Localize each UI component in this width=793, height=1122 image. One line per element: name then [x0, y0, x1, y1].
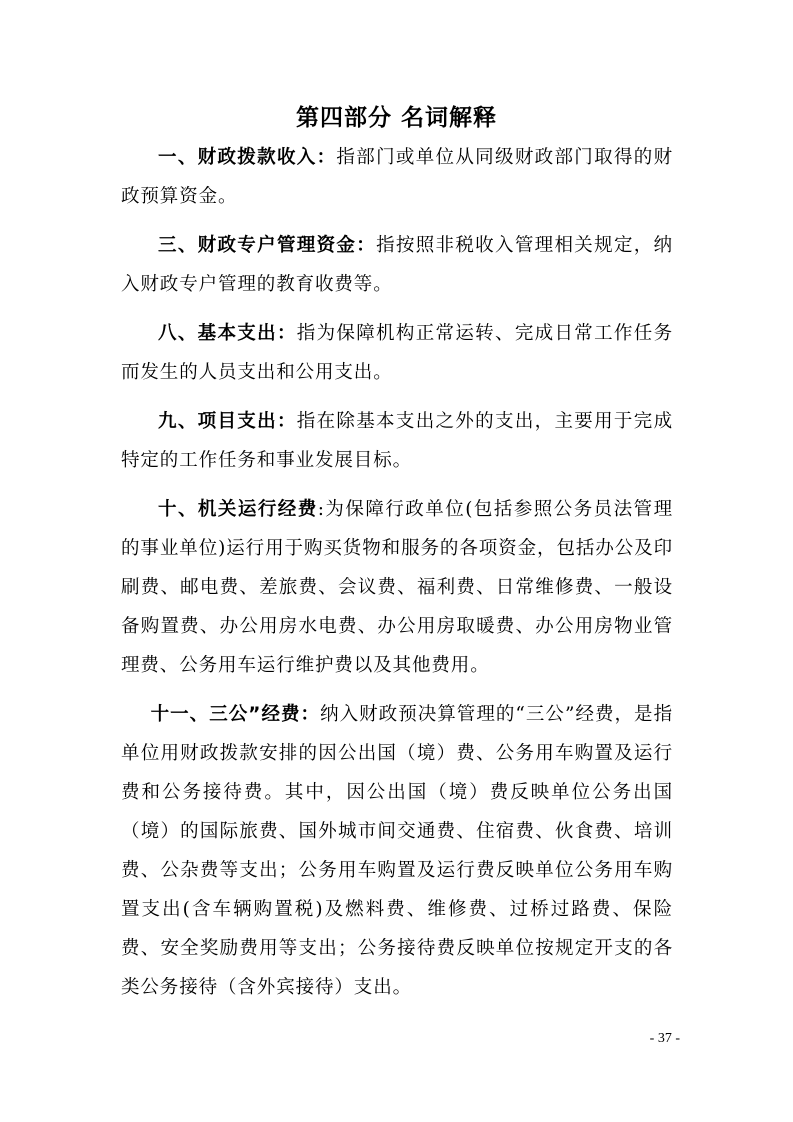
term-definition: 指为保障机构正常运转、完成日常工作任务而发生的人员支出和公用支出。	[121, 323, 673, 383]
term-label: 八、基本支出：	[158, 323, 297, 344]
paragraph-basic-expenditure	[121, 314, 673, 392]
term-label: 九、项目支出：	[158, 411, 297, 432]
paragraph-three-public-expenses	[121, 695, 673, 1007]
paragraph-project-expenditure	[121, 402, 673, 480]
paragraph-special-account-funds	[121, 226, 673, 304]
paragraph-agency-operating-funds	[121, 490, 673, 685]
term-definition: 纳入财政预决算管理的“三公”经费，是指单位用财政拨款安排的因公出国（境）费、公务用车购置及运行费和公务接待费。其中，因公出国（境）费反映单位公务出国（境）的国际旅费、国外城市间交通费、住宿费、伙食费、培训费、公杂费等支出；公务用车购置及运行费反映单位公务用车购置支出(含车辆购置税)及燃料费、维修费、过桥过路费、保险费、安全奖励费用等支出；公务接待费反映单位按规定开支的各类公务接待（含外宾接待）支出。	[121, 704, 673, 998]
document-body	[121, 138, 673, 1017]
page-title: 第四部分 名词解释	[295, 105, 497, 131]
term-definition: 指部门或单位从同级财政部门取得的财政预算资金。	[121, 147, 673, 207]
term-label: 十、机关运行经费	[158, 499, 318, 520]
term-definition: :为保障行政单位(包括参照公务员法管理的事业单位)运行用于购买货物和服务的各项资金，包括办公及印刷费、邮电费、差旅费、会议费、福利费、日常维修费、一般设备购置费、办公用房水电费、办公用房取暖费、办公用房物业管理费、公务用车运行维护费以及其他费用。	[121, 499, 673, 676]
term-label: 三、财政专户管理资金：	[158, 235, 377, 256]
term-label: 一、财政拨款收入：	[158, 147, 337, 168]
term-label: 十一、三公”经费：	[150, 704, 321, 725]
page-number: - 37 -	[649, 1031, 680, 1046]
term-definition: 指按照非税收入管理相关规定，纳入财政专户管理的教育收费等。	[121, 235, 673, 295]
term-definition: 指在除基本支出之外的支出，主要用于完成特定的工作任务和事业发展目标。	[121, 411, 673, 471]
paragraph-fiscal-appropriation-income	[121, 138, 673, 216]
